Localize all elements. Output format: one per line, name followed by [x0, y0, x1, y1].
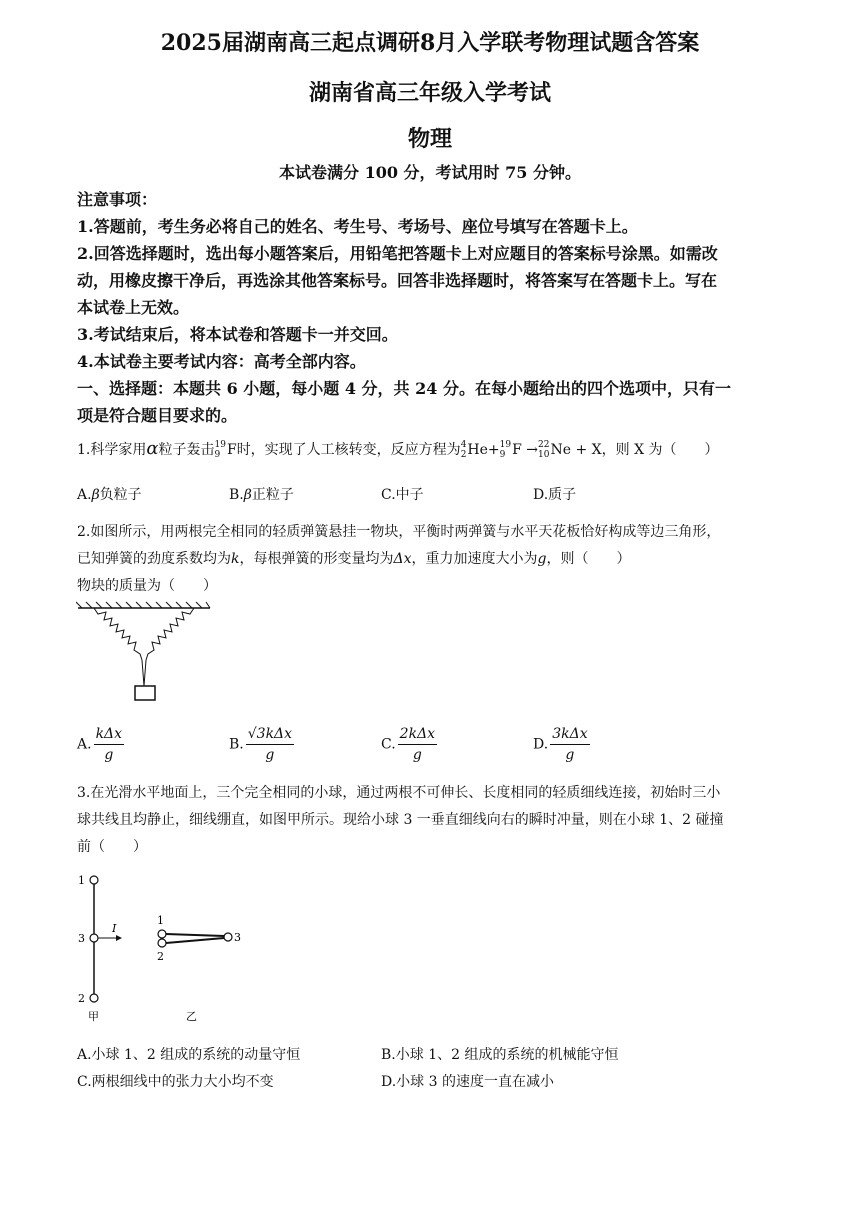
section1-line1: 一、选择题：本题共 6 小题，每小题 4 分，共 24 分。在每小题给出的四个选项中，只有一 — [77, 379, 731, 398]
notice-item-3: 3.考试结束后，将本试卷和答题卡一并交回。 — [77, 325, 398, 344]
question-1: 1.科学家用α粒子轰击19 9 F时，实现了人工核转变，反应方程为4 2He+19 9 F →22 10Ne + X，则 X 为（ ） — [77, 438, 719, 460]
block-shape — [135, 686, 155, 700]
notice-item-4: 4.本试卷主要考试内容：高考全部内容。 — [77, 352, 366, 371]
ball-1 — [90, 876, 98, 884]
ball-figure — [74, 868, 244, 1028]
impulse-arrow-icon — [116, 935, 122, 941]
svg-text:3: 3 — [78, 932, 85, 945]
notice-item-2-line3: 本试卷上无效。 — [77, 298, 190, 317]
exam-info: 本试卷满分 100 分，考试用时 75 分钟。 — [279, 163, 581, 182]
question-3-line2: 球共线且均静止，细线绷直，如图甲所示。现给小球 3 一垂直细线向右的瞬时冲量，则在小球 1、2 碰撞 — [77, 812, 724, 828]
svg-text:1: 1 — [157, 914, 164, 927]
svg-text:甲: 甲 — [88, 1010, 99, 1023]
q1-option-a: A.β负粒子 — [77, 487, 142, 503]
svg-text:2: 2 — [78, 992, 85, 1005]
svg-text:1: 1 — [78, 874, 85, 887]
svg-text:2: 2 — [157, 950, 164, 963]
q1-option-c: C.中子 — [381, 487, 424, 503]
q1-option-d: D.质子 — [533, 487, 577, 503]
spring-figure — [76, 598, 212, 706]
subject-title: 物理 — [407, 126, 452, 152]
section1-line2: 项是符合题目要求的。 — [77, 406, 238, 425]
doc-title: 2025届湖南高三起点调研8月入学联考物理试题含答案 — [160, 30, 700, 56]
svg-text:乙: 乙 — [186, 1010, 197, 1023]
svg-text:3: 3 — [234, 931, 241, 944]
question-2-line1: 2.如图所示，用两根完全相同的轻质弹簧悬挂一物块，平衡时两弹簧与水平天花板恰好构成等边三角形， — [77, 524, 721, 540]
question-3-line3: 前（ ） — [77, 839, 147, 855]
question-3-line1: 3.在光滑水平地面上，三个完全相同的小球，通过两根不可伸长、长度相同的轻质细线连接，初始时三小 — [77, 785, 721, 801]
notice-item-2-line2: 动，用橡皮擦干净后，再选涂其他答案标号。回答非选择题时，将答案写在答题卡上。写在 — [77, 271, 718, 290]
ball-3 — [90, 934, 98, 942]
notice-item-2-line1: 2.回答选择题时，选出每小题答案后，用铅笔把答题卡上对应题目的答案标号涂黑。如需改 — [77, 244, 718, 263]
ball-2 — [90, 994, 98, 1002]
question-2-line2: 已知弹簧的劲度系数均为k，每根弹簧的形变量均为Δx，重力加速度大小为g，则（ ） — [77, 551, 631, 567]
notice-heading: 注意事项： — [77, 190, 158, 209]
exam-name: 湖南省高三年级入学考试 — [308, 80, 551, 106]
q1-option-b: B.β正粒子 — [229, 487, 294, 503]
q3-option-a: A.小球 1、2 组成的系统的动量守恒 — [77, 1047, 301, 1063]
question-2-line3: 物块的质量为（ ） — [77, 578, 217, 594]
q2-option-d: D. $\frac{\text{3kΔx}}{g}$ — [533, 726, 588, 763]
notice-item-1: 1.答题前，考生务必将自己的姓名、考生号、考场号、座位号填写在答题卡上。 — [77, 217, 638, 236]
q2-option-b: B. $\frac{\text{√3kΔx}}{g}$ — [229, 726, 293, 763]
q2-option-a: A. $\frac{\text{kΔx}}{g}$ — [77, 726, 123, 763]
q2-option-c: C. $\frac{\text{2kΔx}}{g}$ — [381, 726, 436, 763]
q3-option-b: B.小球 1、2 组成的系统的机械能守恒 — [381, 1047, 619, 1063]
svg-text:I: I — [112, 922, 117, 935]
q3-option-c: C.两根细线中的张力大小均不变 — [77, 1074, 274, 1090]
q3-option-d: D.小球 3 的速度一直在减小 — [381, 1074, 554, 1090]
